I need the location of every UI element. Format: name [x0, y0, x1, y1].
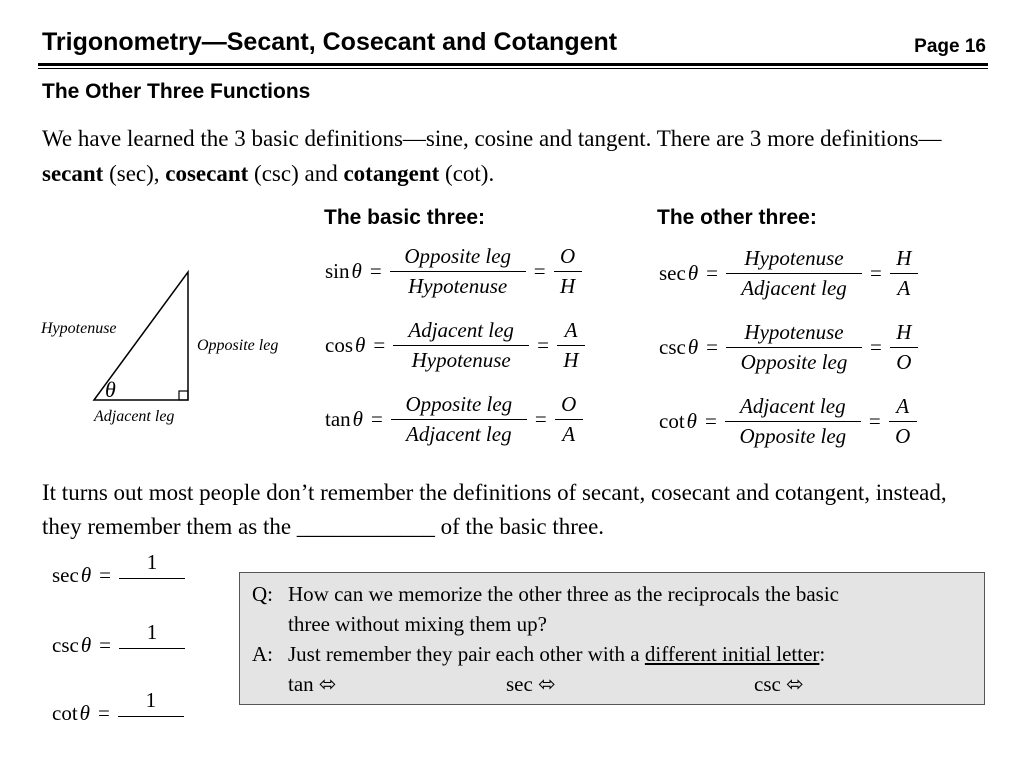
function-name: cos — [325, 333, 353, 357]
other-three-heading: The other three: — [657, 206, 817, 229]
reciprocal-fraction — [118, 688, 184, 739]
equals-sign: = — [706, 261, 718, 285]
equals-sign: = — [706, 335, 718, 359]
pair-tan: tan ⬄ — [288, 672, 337, 696]
numerator: 1 — [119, 620, 185, 649]
theta-symbol: θ — [80, 563, 92, 587]
answer-text: Just remember they pair each other with a — [288, 642, 645, 666]
letter-fraction — [555, 394, 583, 445]
reciprocal-paragraph: It turns out most people don’t remember the definitions of secant, cosecant and cotangent, instead, they remember them as the ____________ of the basic three. — [42, 480, 947, 539]
basic-three-heading: The basic three: — [324, 206, 486, 229]
word-fraction — [390, 246, 526, 297]
numerator: Opposite leg — [391, 394, 527, 420]
cos-formula — [325, 320, 585, 371]
sec-reciprocal — [52, 550, 185, 601]
theta-symbol: θ — [687, 261, 699, 285]
denominator: Hypotenuse — [411, 348, 511, 372]
pair-sec: sec ⬄ — [506, 672, 556, 696]
denominator: O — [895, 424, 911, 448]
numerator: Adjacent leg — [725, 396, 861, 422]
answer-tag: A: — [252, 642, 273, 666]
letter-fraction — [557, 320, 585, 371]
denominator: O — [896, 350, 912, 374]
equals-sign: = — [533, 259, 546, 283]
denominator: Adjacent leg — [406, 422, 512, 446]
letter-fraction — [889, 396, 917, 447]
word-fraction — [391, 394, 527, 445]
theta-symbol: θ — [355, 333, 366, 357]
function-name: tan — [325, 407, 351, 431]
equals-sign: = — [534, 407, 547, 431]
sin-formula — [325, 246, 582, 297]
sec-abbr: (sec), — [103, 161, 166, 186]
theta-symbol: θ — [686, 409, 697, 433]
equals-sign: = — [870, 335, 882, 359]
csc-formula — [659, 322, 918, 373]
reciprocal-fraction — [119, 550, 185, 601]
sec-formula — [659, 248, 918, 299]
cot-abbr: (cot). — [439, 161, 495, 186]
blank-denominator — [119, 649, 185, 671]
numerator: 1 — [118, 688, 184, 717]
equals-sign: = — [373, 333, 386, 357]
denominator: Adjacent leg — [741, 276, 847, 300]
equals-sign: = — [868, 409, 881, 433]
word-fraction — [725, 396, 861, 447]
term-cotangent: cotangent — [343, 161, 440, 186]
section-heading: The Other Three Functions — [42, 80, 311, 103]
page-number: Page 16 — [914, 36, 986, 57]
blank-denominator — [119, 579, 185, 601]
equals-sign: = — [369, 259, 382, 283]
term-cosecant: cosecant — [165, 161, 249, 186]
letter-fraction — [890, 322, 918, 373]
theta-symbol: θ — [687, 335, 699, 359]
denominator: A — [562, 422, 576, 446]
intro-text: We have learned the 3 basic definitions—sine, cosine and tangent. There are 3 more definitions— — [42, 126, 942, 151]
hypotenuse-label: Hypotenuse — [41, 320, 117, 337]
numerator: Hypotenuse — [726, 248, 862, 274]
theta-angle-label: θ — [105, 377, 116, 402]
letter-fraction — [890, 248, 918, 299]
question-line-1 — [252, 579, 839, 609]
answer-colon: : — [819, 642, 826, 666]
denominator: Opposite leg — [740, 350, 848, 374]
equals-sign: = — [370, 407, 383, 431]
cot-formula — [659, 396, 917, 447]
blank-denominator — [118, 717, 184, 739]
numerator: Opposite leg — [390, 246, 526, 272]
reciprocal-fraction — [119, 620, 185, 671]
equals-sign: = — [870, 261, 882, 285]
equals-sign: = — [99, 563, 111, 587]
function-name: sin — [325, 259, 350, 283]
csc-abbr: (csc) and — [248, 161, 344, 186]
question-text: How can we memorize the other three as the reciprocals the basic — [288, 582, 840, 606]
function-name: csc — [52, 633, 79, 657]
header-rule-thick — [38, 63, 988, 66]
equals-sign: = — [99, 633, 111, 657]
answer-underlined-phrase: different initial letter — [644, 642, 820, 666]
question-tag: Q: — [252, 582, 273, 606]
function-name: sec — [52, 563, 79, 587]
letter-fraction — [554, 246, 582, 297]
opposite-leg-label: Opposite leg — [197, 337, 279, 354]
cot-reciprocal — [52, 688, 184, 739]
numerator: O — [555, 394, 583, 420]
page-title: Trigonometry—Secant, Cosecant and Cotangent — [42, 28, 618, 56]
denominator: A — [897, 276, 911, 300]
term-secant: secant — [42, 161, 104, 186]
numerator: Hypotenuse — [726, 322, 862, 348]
word-fraction — [726, 322, 862, 373]
header-rule-thin — [38, 68, 988, 69]
denominator: H — [559, 274, 576, 298]
function-name: cot — [659, 409, 685, 433]
right-angle-marker — [179, 391, 188, 400]
equals-sign: = — [97, 701, 110, 725]
equals-sign: = — [537, 333, 550, 357]
denominator: Opposite leg — [739, 424, 847, 448]
function-name: csc — [659, 335, 686, 359]
tan-formula — [325, 394, 583, 445]
function-name: cot — [52, 701, 78, 725]
word-fraction — [393, 320, 529, 371]
numerator: 1 — [119, 550, 185, 579]
numerator: H — [890, 248, 918, 274]
question-line-2: three without mixing them up? — [288, 612, 547, 636]
qa-box — [239, 572, 985, 705]
numerator: A — [889, 396, 917, 422]
numerator: O — [554, 246, 582, 272]
denominator: Hypotenuse — [408, 274, 508, 298]
numerator: Adjacent leg — [393, 320, 529, 346]
equals-sign: = — [704, 409, 717, 433]
pair-csc: csc ⬄ — [754, 672, 804, 696]
answer-pairs — [288, 669, 968, 699]
numerator: H — [890, 322, 918, 348]
theta-symbol: θ — [80, 633, 92, 657]
numerator: A — [557, 320, 585, 346]
adjacent-leg-label: Adjacent leg — [94, 408, 175, 425]
function-name: sec — [659, 261, 686, 285]
intro-paragraph — [42, 121, 982, 191]
denominator: H — [563, 348, 579, 372]
word-fraction — [726, 248, 862, 299]
theta-symbol: θ — [351, 259, 362, 283]
csc-reciprocal — [52, 620, 185, 671]
theta-symbol: θ — [79, 701, 90, 725]
answer-line-1 — [252, 639, 825, 669]
theta-symbol: θ — [352, 407, 363, 431]
